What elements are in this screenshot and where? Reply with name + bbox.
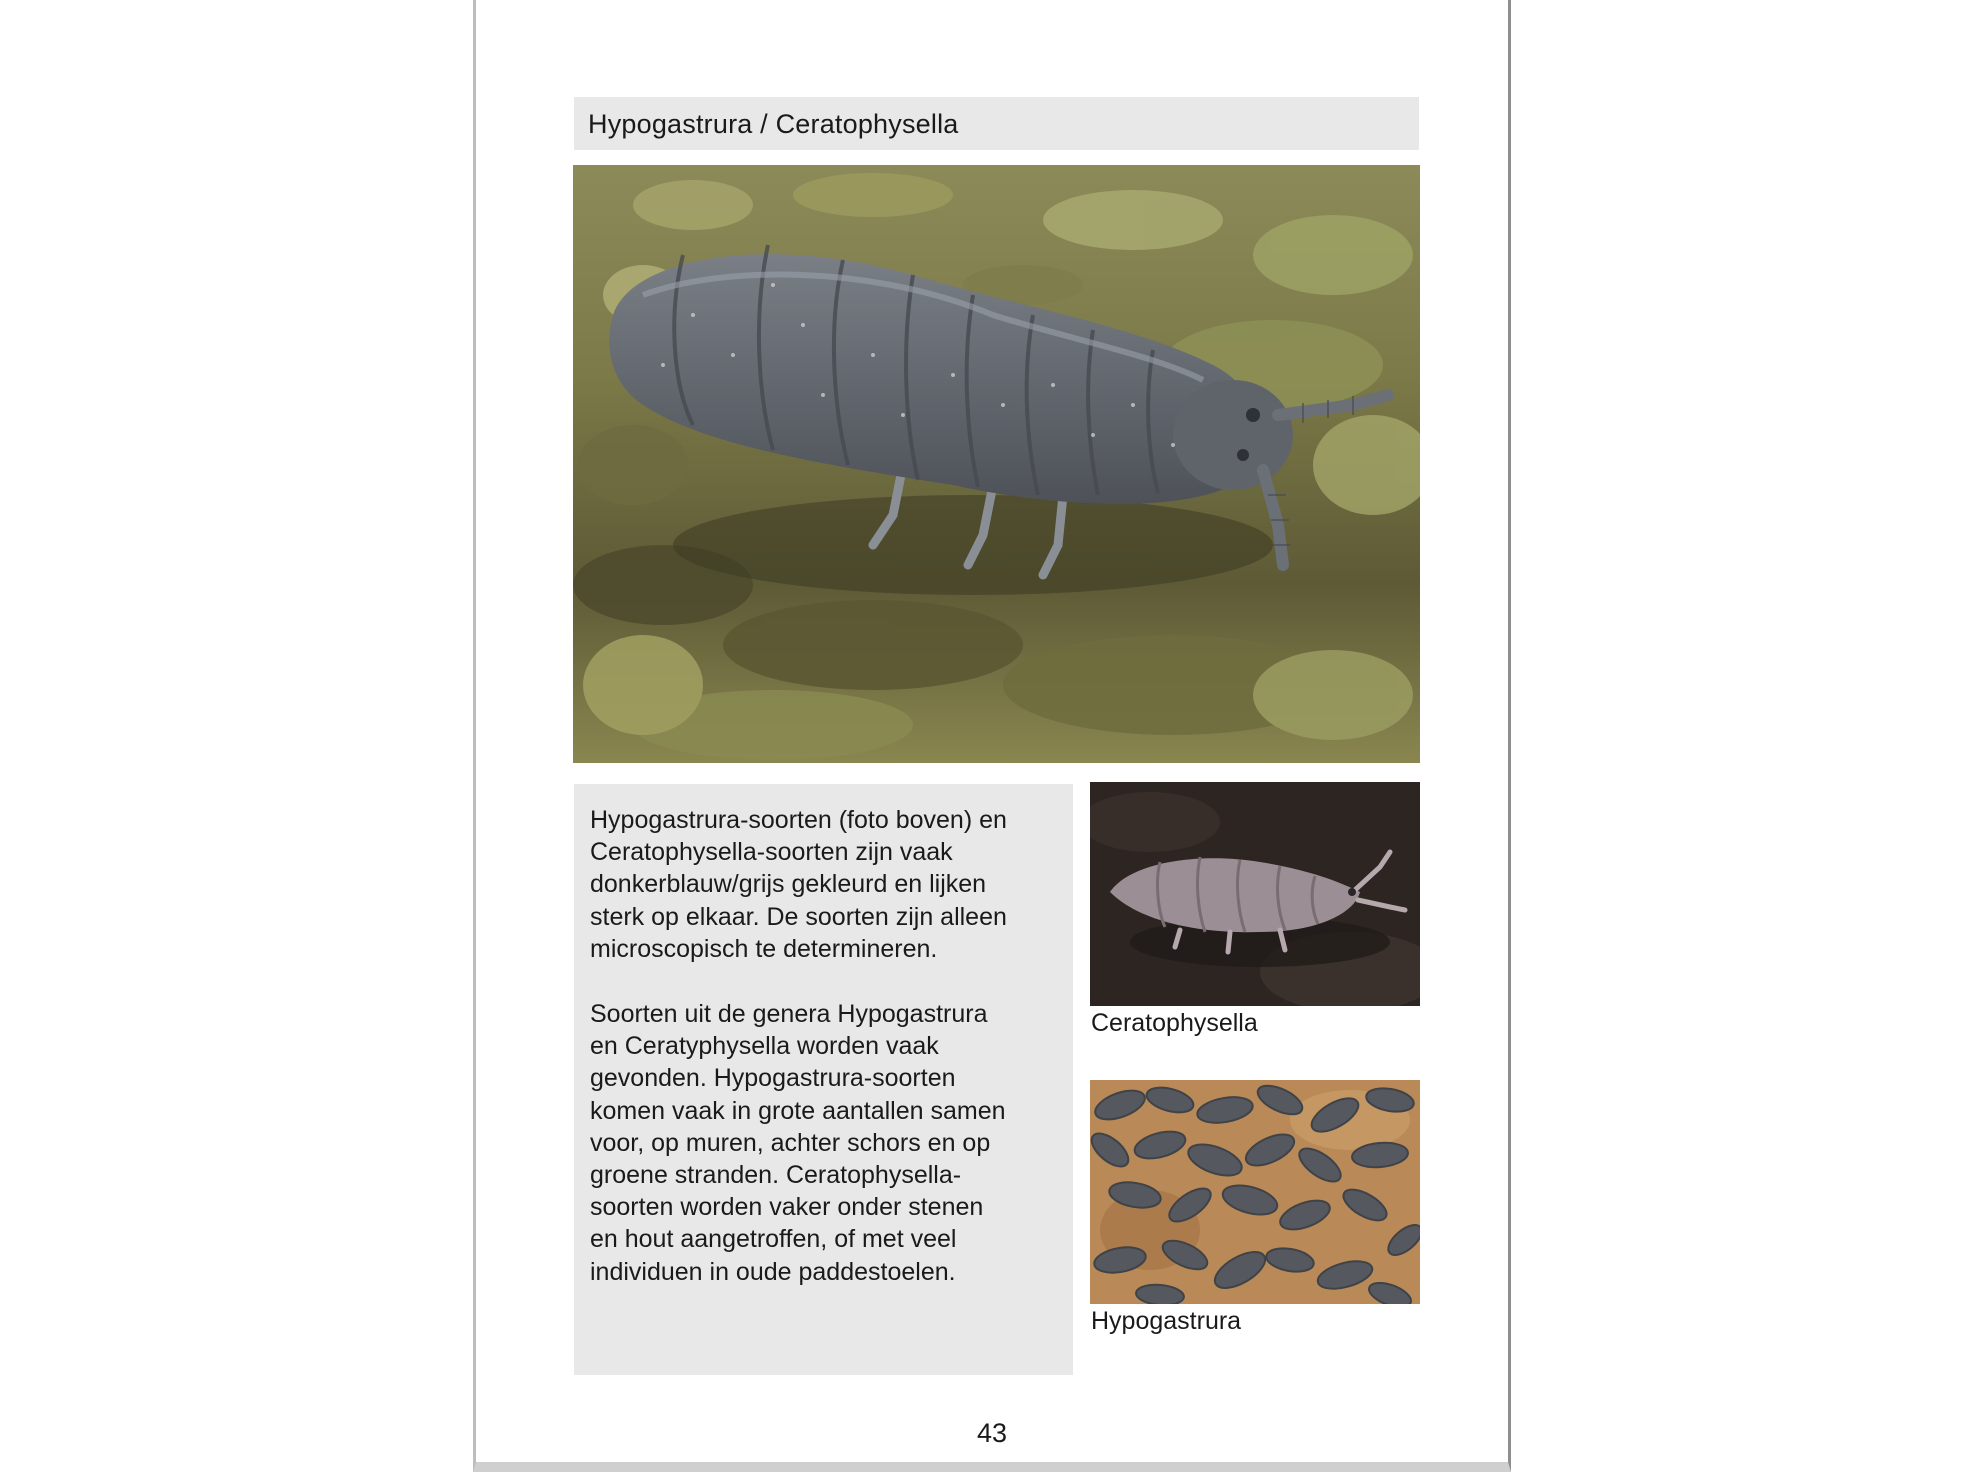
page-number: 43 <box>976 1418 1008 1448</box>
hypogastrura-caption: Hypogastrura <box>1091 1307 1242 1335</box>
hypogastrura-photo <box>1090 1080 1420 1304</box>
description-box <box>574 784 1073 1375</box>
section-title-bar <box>574 97 1419 150</box>
description-paragraph-1: Hypogastrura-soorten (foto boven) en Ceratophysella-soorten zijn vaak donkerblauw/grijs gekleurd en lijken sterk op elkaar. De soorten zijn alleen microscopisch te determineren. <box>590 806 1007 963</box>
document-page <box>473 0 1511 1472</box>
description-paragraph-2: Soorten uit de genera Hypogastrura en Ceratyphysella worden vaak gevonden. Hypogastrura-soorten komen vaak in grote aantallen samen voor, op muren, achter schors en op groene stranden. Ceratophysella- soorten worden vaker onder stenen en hout aangetroffen, of met veel individuen in oude paddestoelen. <box>590 1000 1006 1286</box>
ceratophysella-caption: Ceratophysella <box>1091 1009 1258 1037</box>
section-title: Hypogastrura / Ceratophysella <box>588 109 959 139</box>
ceratophysella-photo <box>1090 782 1420 1006</box>
main-springtail-photo <box>573 165 1420 763</box>
